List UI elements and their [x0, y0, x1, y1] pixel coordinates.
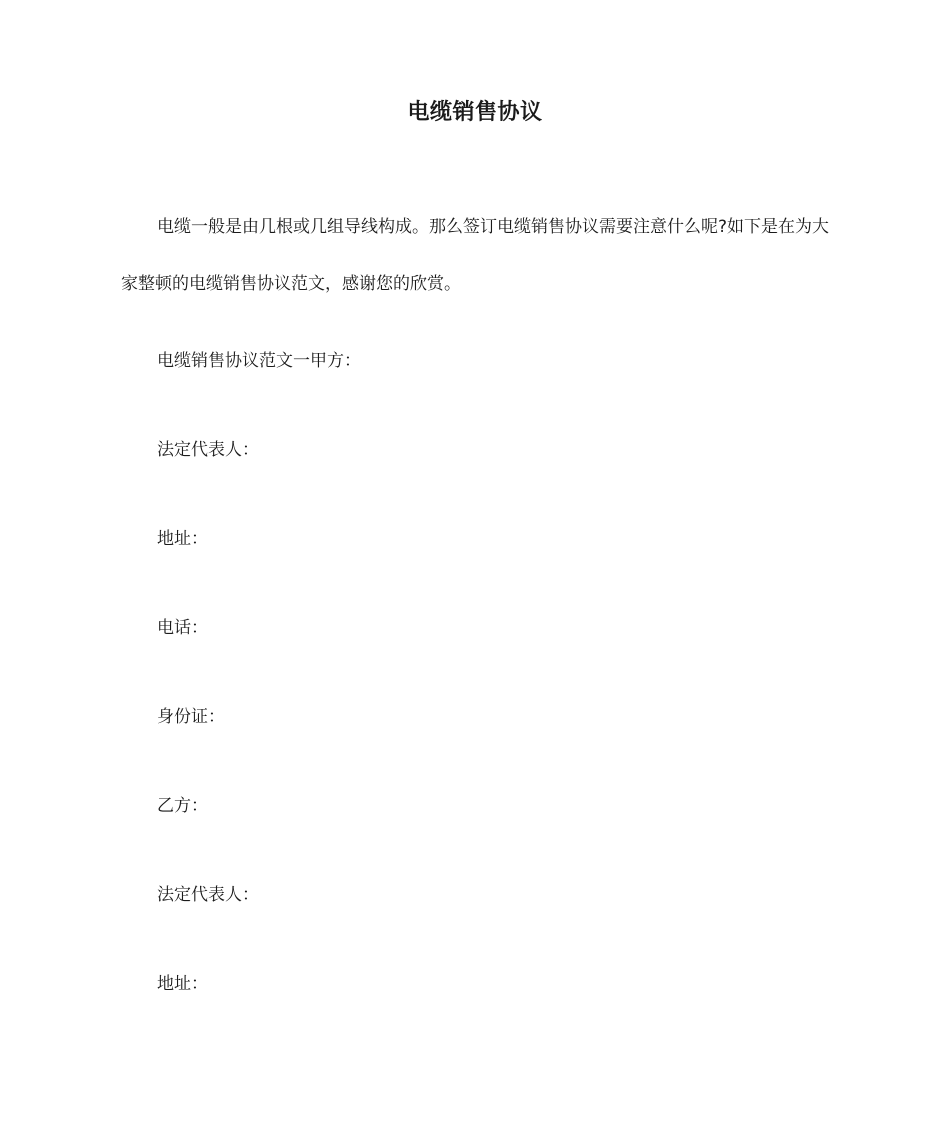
party-b-address: 地址： [157, 974, 208, 994]
party-a-address: 地址： [157, 529, 208, 549]
party-a-legal-representative: 法定代表人： [157, 440, 259, 460]
party-a-id-card: 身份证： [157, 707, 225, 727]
party-b-legal-representative: 法定代表人： [157, 885, 259, 905]
party-a-phone: 电话： [157, 618, 208, 638]
document-title: 电缆销售协议 [407, 100, 543, 125]
party-b-heading: 乙方： [157, 796, 208, 816]
intro-paragraph: 电缆一般是由几根或几组导线构成。那么签订电缆销售协议需要注意什么呢?如下是在为大家整顿的电缆销售协议范文，感谢您的欣赏。 [121, 217, 830, 294]
party-a-heading: 电缆销售协议范文一甲方： [157, 351, 361, 371]
